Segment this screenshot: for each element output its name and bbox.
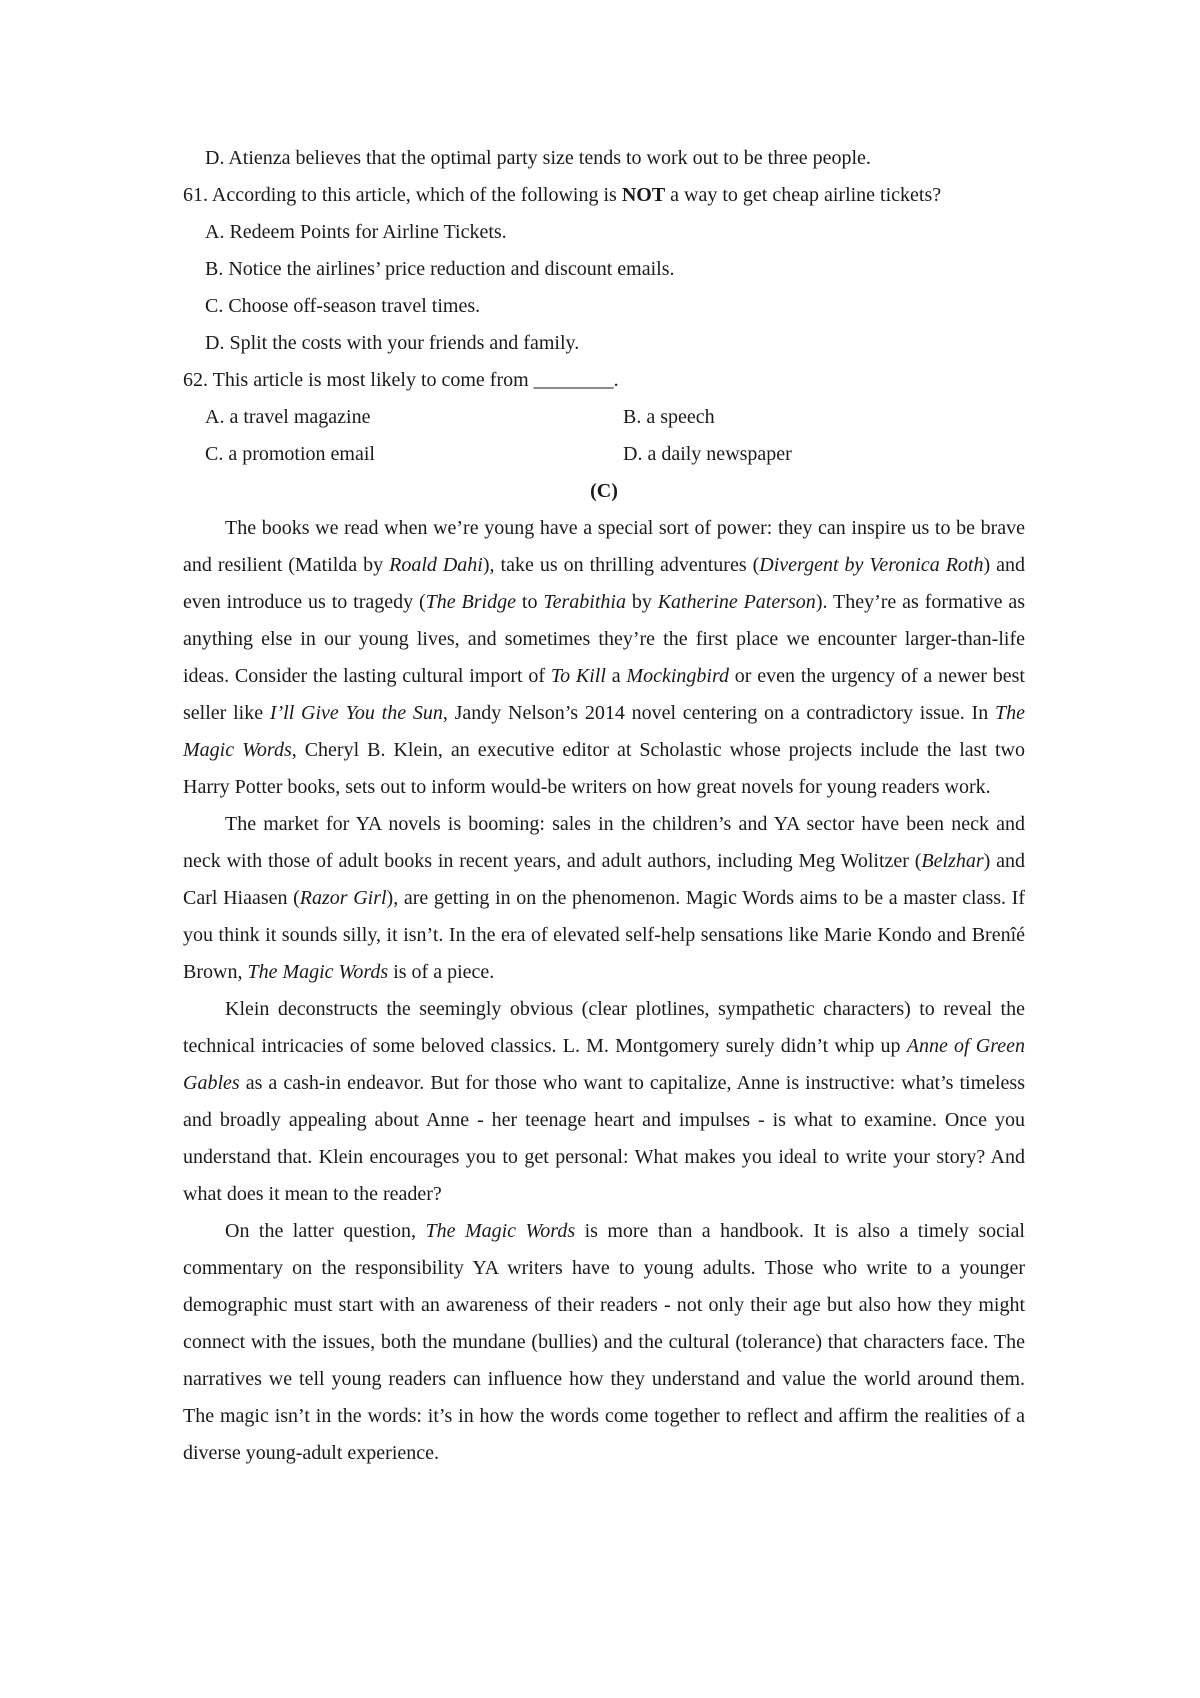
italic-title-text: The Magic Words	[425, 1220, 576, 1242]
paragraph-text: On the latter question,	[225, 1220, 426, 1242]
q62-options-row-2	[183, 436, 1025, 473]
section-title: (C)	[590, 480, 618, 502]
paragraph-text: , Cheryl B. Klein, an executive editor at Scholastic whose projects include the last two Harry Potter books, sets out to inform would-be writers on how great novels for young readers work.	[183, 739, 1025, 798]
passage-paragraph-3	[183, 991, 1025, 1213]
paragraph-text: ) and Carl Hiaasen (	[183, 850, 1025, 909]
q61-stem-before: 61. According to this article, which of the following is	[183, 184, 622, 206]
q61-stem-bold: NOT	[621, 184, 666, 206]
italic-title-text: The Magic Words	[183, 702, 1025, 761]
italic-title-text: Anne of Green Gables	[183, 1035, 1026, 1094]
italic-title-text: I’ll Give You the Sun	[269, 702, 443, 724]
paragraph-text: The books we read when we’re young have a special sort of power: they can inspire us to be brave and resilient (Matilda by	[183, 517, 1025, 576]
italic-title-text: Mockingbird	[626, 665, 729, 687]
q62-option-c: C. a promotion email	[205, 443, 375, 465]
paragraph-text: is of a piece.	[388, 961, 495, 983]
q61-option-b: B. Notice the airlines’ price reduction and discount emails.	[205, 258, 675, 280]
paragraph-text: ), are getting in on the phenomenon. Magic Words aims to be a master class. If you think it sounds silly, it isn’t. In the era of elevated self-help sensations like Marie Kondo and Brenîé Brown,	[183, 887, 1026, 983]
italic-title-text: The Bridge	[425, 591, 516, 613]
italic-title-text: Razor Girl	[299, 887, 387, 909]
paragraph-text: as a cash-in endeavor. But for those who want to capitalize, Anne is instructive: what’s timeless and broadly appealing about Anne - her teenage heart and impulses - is what to examine. Once you understand that. Klein encourages you to get personal: What makes you ideal to write your story? And what does it mean to the reader?	[183, 1072, 1025, 1205]
q61-option-a: A. Redeem Points for Airline Tickets.	[205, 221, 507, 243]
q61-stem	[183, 177, 1025, 214]
q61-option-c: C. Choose off-season travel times.	[205, 295, 481, 317]
paragraph-text: Klein deconstructs the seemingly obvious (clear plotlines, sympathetic characters) to reveal the technical intricacies of some beloved classics. L. M. Montgomery surely didn’t whip up	[183, 998, 1025, 1057]
italic-title-text: Belzhar	[921, 850, 984, 872]
passage-paragraph-2	[183, 806, 1025, 991]
italic-title-text: Katherine Paterson	[657, 591, 816, 613]
italic-title-text: Roald Dahi	[389, 554, 483, 576]
paragraph-text: is more than a handbook. It is also a timely social commentary on the responsibility YA writers have to young adults. Those who write to a younger demographic must start with an awareness of their readers - not only their age but also how they might connect with the issues, both the mundane (bullies) and the cultural (tolerance) that characters face. The narratives we tell young readers can influence how they understand and value the world around them. The magic isn’t in the words: it’s in how the words come together to reflect and affirm the realities of a diverse young-adult experience.	[183, 1220, 1025, 1464]
italic-title-text: Divergent by Veronica Roth	[759, 554, 984, 576]
paragraph-text: ). They’re as formative as anything else in our young lives, and sometimes they’re the first place we encounter larger-than-life ideas. Consider the lasting cultural import of	[183, 591, 1025, 687]
exam-page	[183, 140, 1025, 1472]
paragraph-text: a	[605, 665, 627, 687]
italic-title-text: The Magic Words	[247, 961, 389, 983]
q60-option-d: D. Atienza believes that the optimal party size tends to work out to be three people.	[205, 147, 871, 169]
paragraph-text: , Jandy Nelson’s 2014 novel centering on a contradictory issue. In	[442, 702, 995, 724]
paragraph-text: by	[625, 591, 658, 613]
q62-option-b: B. a speech	[623, 406, 715, 428]
paragraph-text: ), take us on thrilling adventures (	[482, 554, 760, 576]
italic-title-text: Terabithia	[543, 591, 626, 613]
paragraph-text: or even the urgency of a newer best seller like	[183, 665, 1025, 724]
passage-paragraph-4	[183, 1213, 1025, 1472]
q61-option-d: D. Split the costs with your friends and family.	[205, 332, 580, 354]
passage-paragraph-1	[183, 510, 1025, 806]
q62-option-d: D. a daily newspaper	[623, 443, 792, 465]
q62-option-a: A. a travel magazine	[205, 406, 371, 428]
paragraph-text: ) and even introduce us to tragedy (	[183, 554, 1025, 613]
paragraph-text: The market for YA novels is booming: sales in the children’s and YA sector have been neck and neck with those of adult books in recent years, and adult authors, including Meg Wolitzer (	[183, 813, 1025, 872]
paragraph-text: to	[516, 591, 544, 613]
q61-stem-after: a way to get cheap airline tickets?	[665, 184, 942, 206]
q62-options-row-1	[183, 399, 1025, 436]
q62-stem: 62. This article is most likely to come from ________.	[183, 369, 619, 391]
italic-title-text: To Kill	[550, 665, 606, 687]
